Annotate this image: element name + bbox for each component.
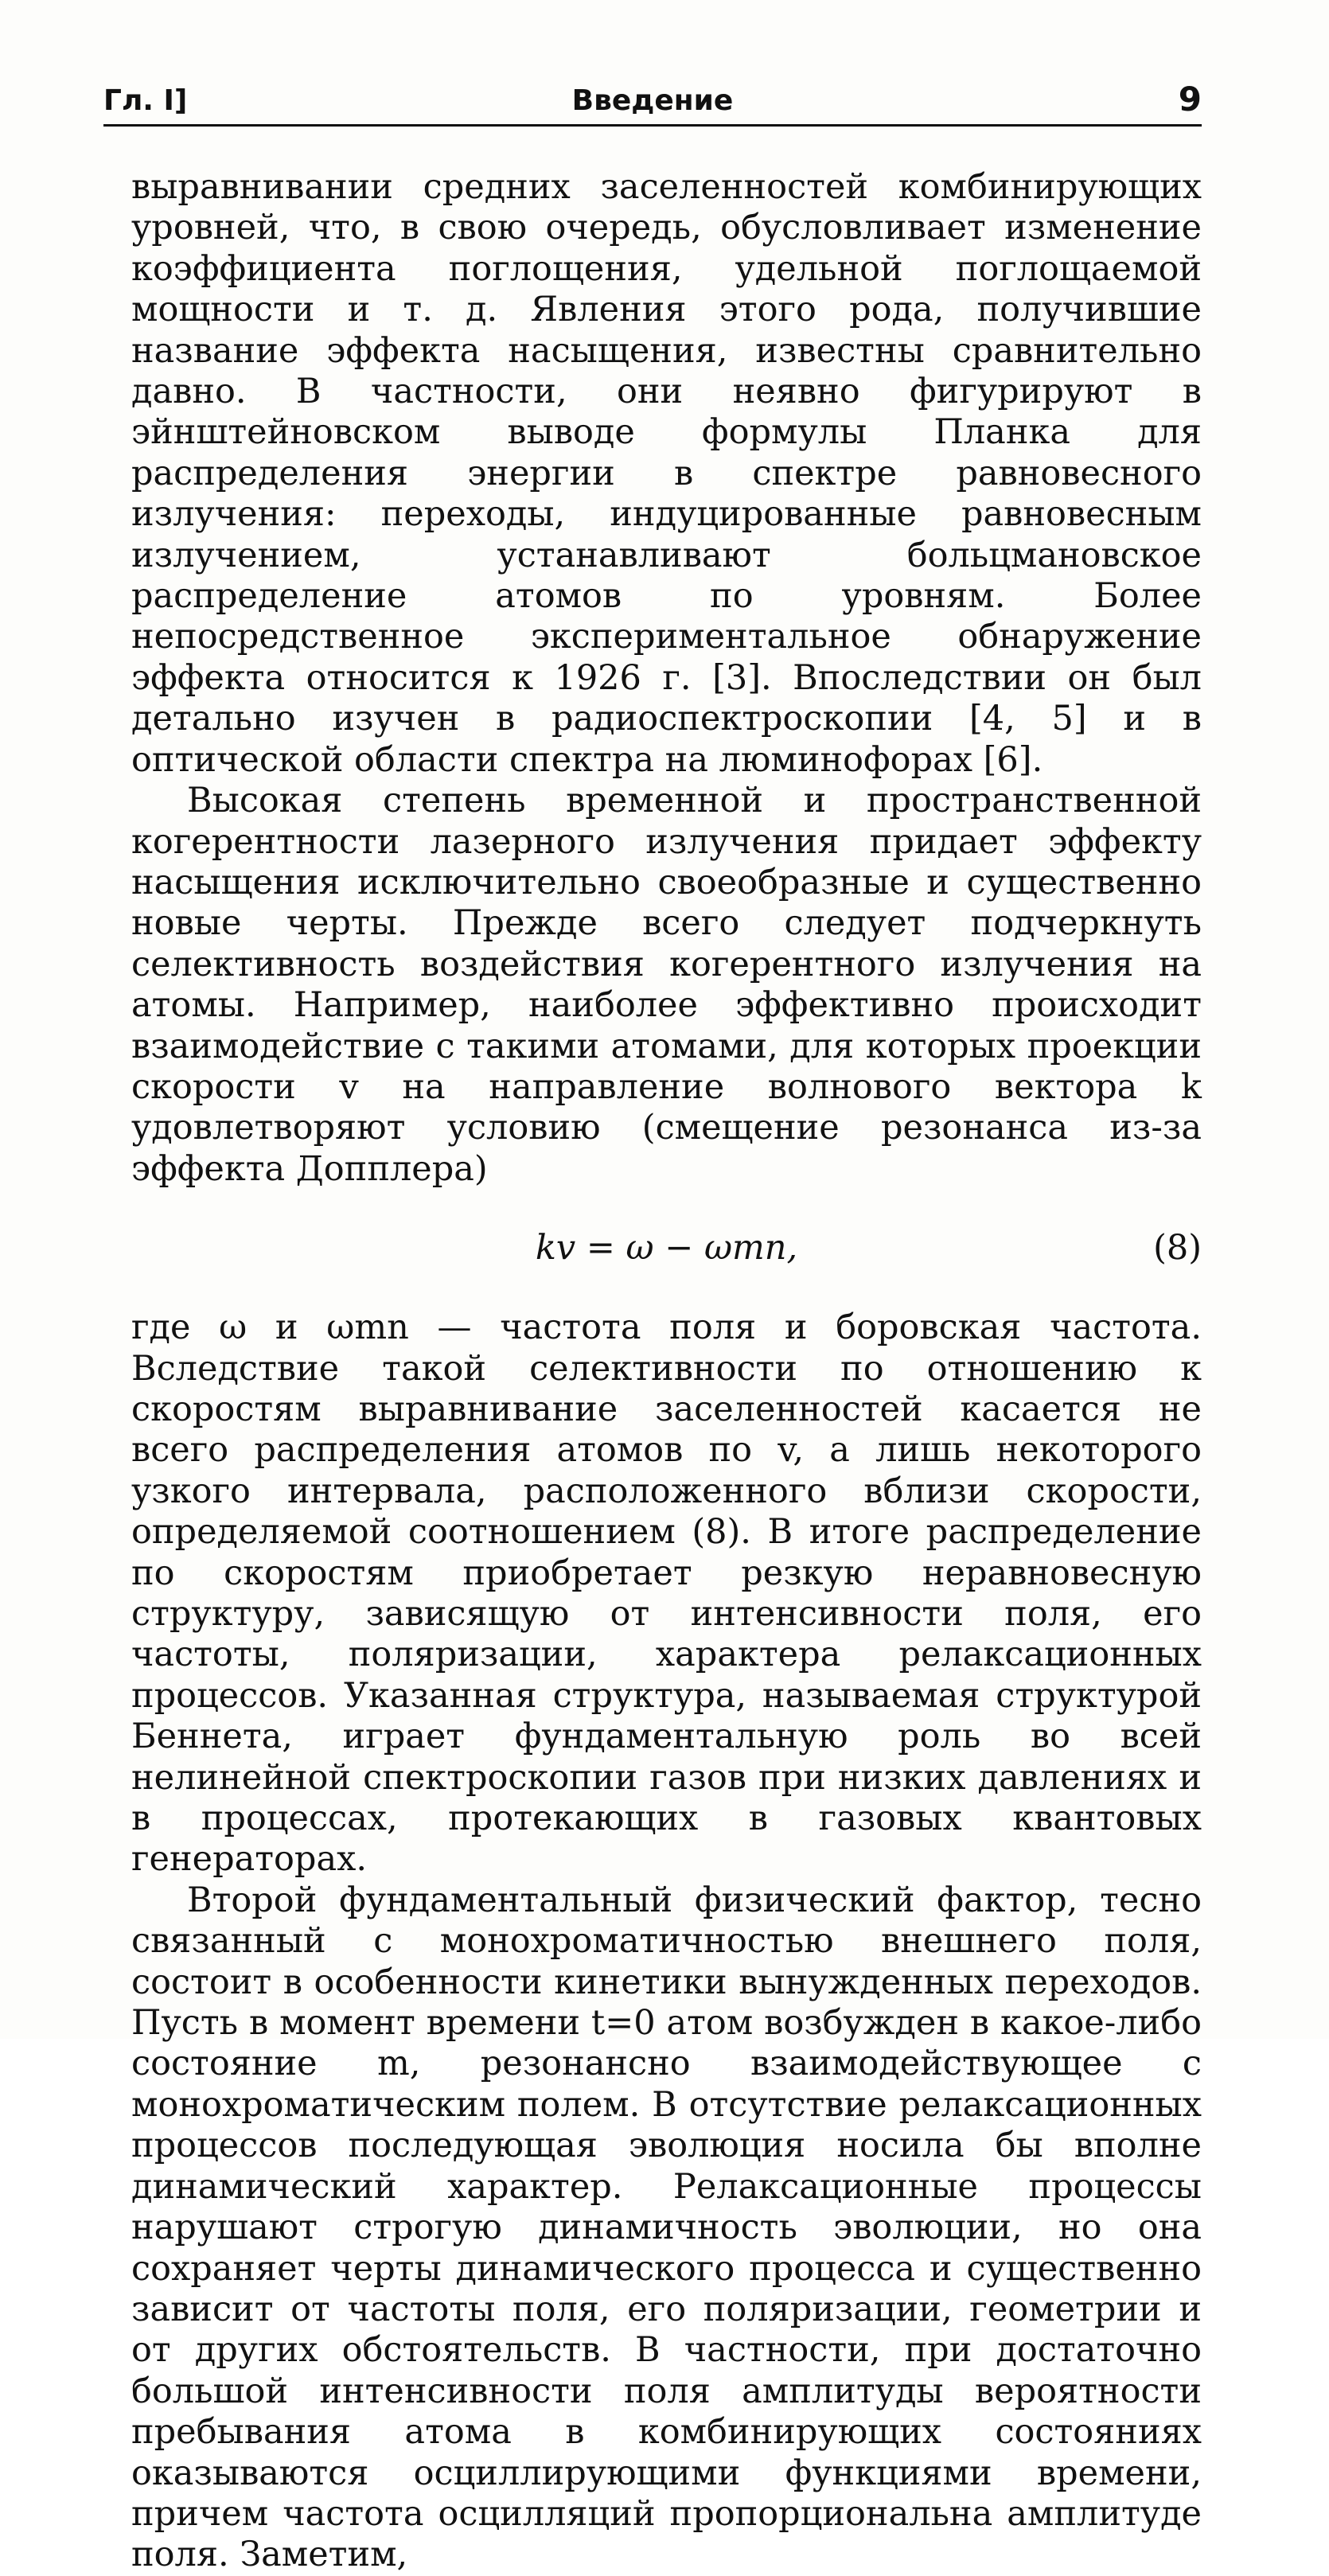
formula-expression: kv = ω − ωmn, [535,1228,798,1269]
paragraph-4: Второй фундаментальный физический фактор, тесно связанный с монохроматичностью внешнего поля, состоит в особенности кинетики вынужденных переходов. Пусть в момент времени t=0 атом возбужден в какое-либо состояние m, резонансно взаимодействующее с монохроматическим полем. В отсутствие релаксационных процессов последующая эволюция носила бы вполне динамический характер. Релаксационные процессы нарушают строгую динамичность эволюции, но она сохраняет черты динамического процесса и существенно зависит от частоты поля, его поляризации, геометрии и от других обстоятельств. В частности, при достаточно большой интенсивности поля амплитуды вероятности пребывания атома в комбинирующих состояниях оказываются осциллирующими функциями времени, причем частота осцилляций пропорциональна амплитуде поля. Заметим, [131,1880,1202,2575]
formula-number: (8) [1153,1228,1202,1269]
page-number: 9 [1178,80,1202,119]
section-title: Введение [571,84,734,117]
body-text [131,167,1202,2576]
formula-8 [131,1228,1202,1276]
running-header [103,80,1202,127]
paragraph-3: где ω и ωmn — частота поля и боровская частота. Вследствие такой селективности по отношению к скоростям выравнивание заселенностей касается не всего распределения атомов по v, а лишь некоторого узкого интервала, расположенного вблизи скорости, определяемой соотношением (8). В итоге распределение по скоростям приобретает резкую неравновесную структуру, зависящую от интенсивности поля, его частоты, поляризации, характера релаксационных процессов. Указанная структура, называемая структурой Беннета, играет фундаментальную роль во всей нелинейной спектроскопии газов при низких давлениях и в процессах, протекающих в газовых квантовых генераторах. [131,1307,1202,1880]
paragraph-1: выравнивании средних заселенностей комбинирующих уровней, что, в свою очередь, обусловливает изменение коэффициента поглощения, удельной поглощаемой мощности и т. д. Явления этого рода, получившие название эффекта насыщения, известны сравнительно давно. В частности, они неявно фигурируют в эйнштейновском выводе формулы Планка для распределения энергии в спектре равновесного излучения: переходы, индуцированные равновесным излучением, устанавливают больцмановское распределение атомов по уровням. Более непосредственное экспериментальное обнаружение эффекта относится к 1926 г. [3]. Впоследствии он был детально изучен в радиоспектроскопии [4, 5] и в оптической области спектра на люминофорах [6]. [131,167,1202,780]
chapter-label: Гл. I] [103,84,188,117]
paragraph-2: Высокая степень временной и пространственной когерентности лазерного излучения придает эффекту насыщения исключительно своеобразные и существенно новые черты. Прежде всего следует подчеркнуть селективность воздействия когерентного излучения на атомы. Например, наиболее эффективно происходит взаимодействие с такими атомами, для которых проекции скорости v на направление волнового вектора k удовлетворяют условию (смещение резонанса из-за эффекта Допплера) [131,781,1202,1189]
